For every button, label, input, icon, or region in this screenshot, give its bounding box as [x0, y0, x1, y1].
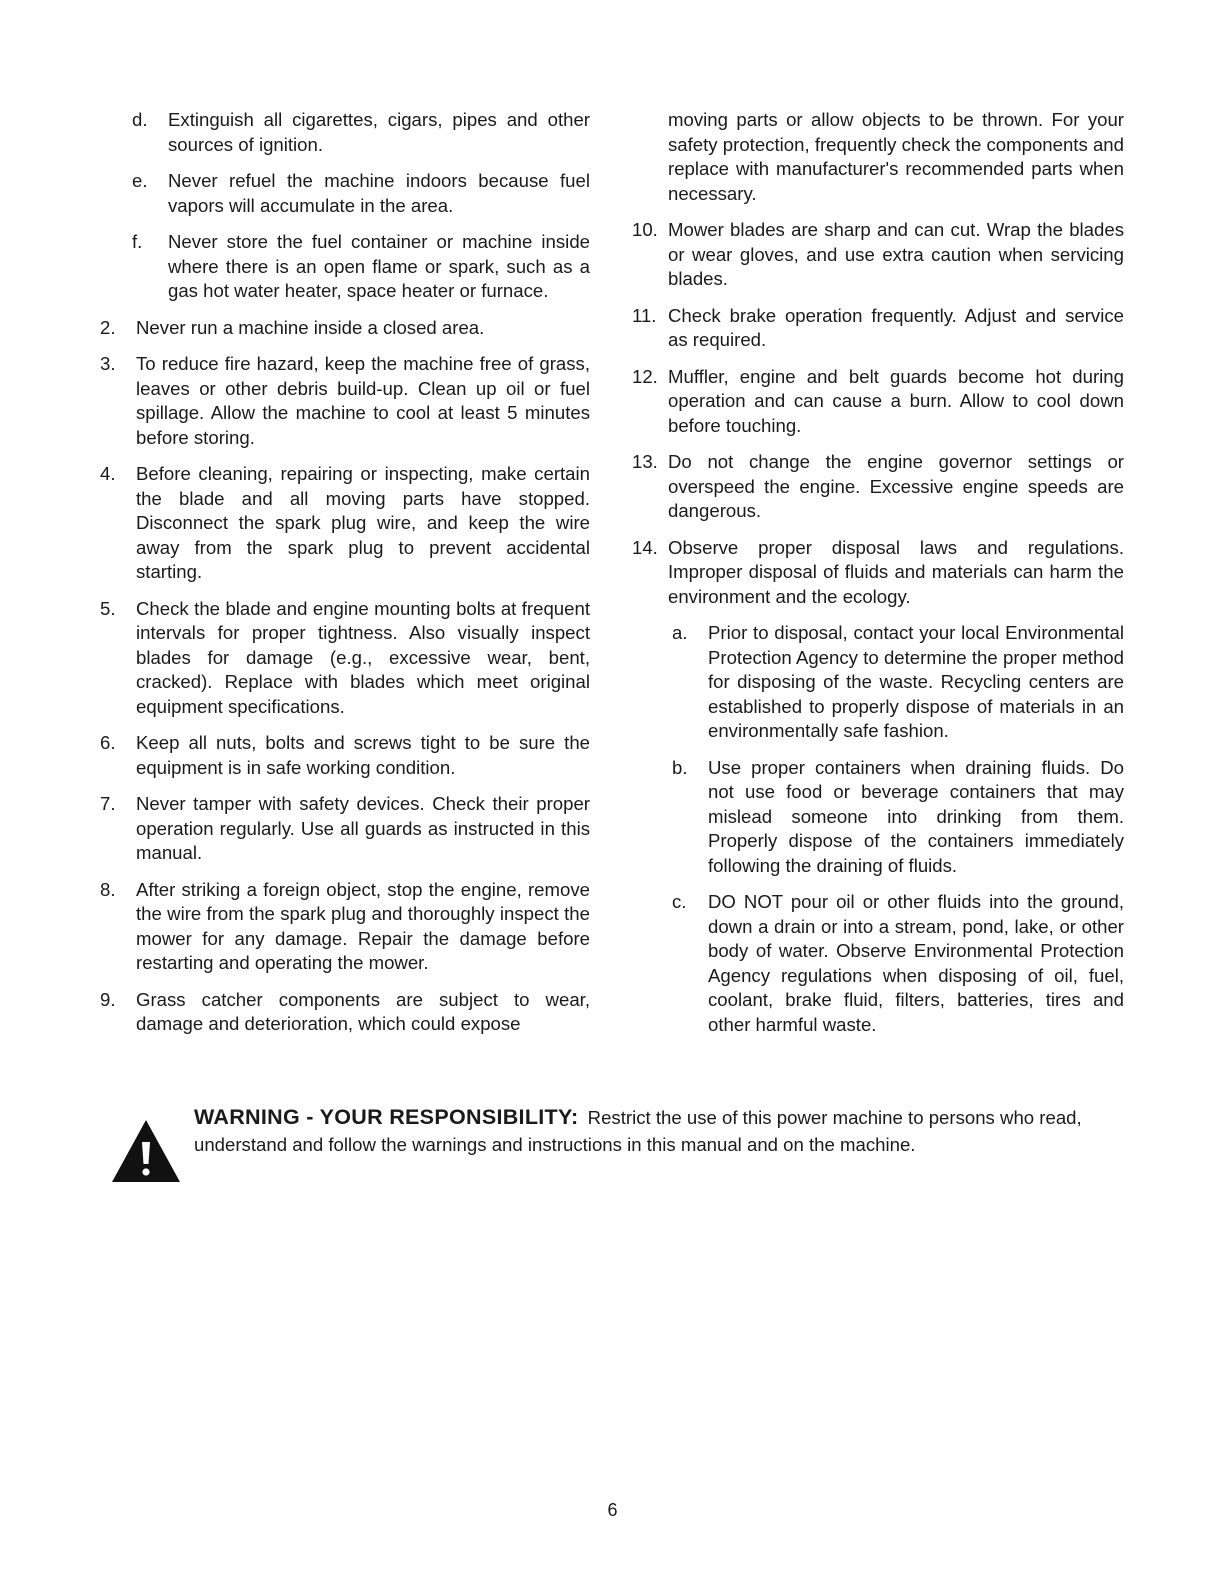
list-item-f — [100, 230, 590, 304]
item-text: Before cleaning, repairing or inspecting, make certain the blade and all moving parts have stopped. Disconnect the spark plug wire, and keep the wire away from the spark plug to prevent accidental starting. — [136, 463, 590, 582]
list-item-13 — [632, 450, 1124, 524]
item-number: 5. — [100, 597, 116, 619]
list-item-d — [100, 108, 590, 157]
item-number: f. — [132, 231, 143, 252]
item-text: Observe proper disposal laws and regulations. Improper disposal of fluids and materials can harm the environment and the ecology. — [668, 536, 1124, 607]
warning-box — [110, 1104, 1130, 1188]
list-item-2 — [100, 316, 590, 341]
item-text: Mower blades are sharp and can cut. Wrap the blades or wear gloves, and use extra caution when servicing blades. — [668, 219, 1124, 289]
list-item-e — [100, 169, 590, 218]
item-number: 4. — [100, 463, 116, 484]
item-text: Never store the fuel container or machine inside where there is an open flame or spark, such as a gas hot water heater, space heater or furnace. — [168, 231, 590, 301]
item-text: To reduce fire hazard, keep the machine free of grass, leaves or other debris build-up. Clean up oil or fuel spillage. Allow the machine to cool at least 5 minutes before storing. — [136, 353, 590, 448]
item-text: Muffler, engine and belt guards become hot during operation and can cause a burn. Allow to cool down before touching. — [668, 365, 1124, 436]
item-text: DO NOT pour oil or other fluids into the ground, down a drain or into a stream, pond, lake, or other body of water. Observe Environmental Protection Agency regulations when disposing of oil, fuel, coolant, brake fluid, filters, batteries, tires and other harmful waste. — [708, 891, 1124, 1035]
continued-paragraph: moving parts or allow objects to be thrown. For your safety protection, frequently check the components and replace with manufacturer's recommended parts when necessary. — [668, 109, 1124, 204]
item-text: Never refuel the machine indoors because fuel vapors will accumulate in the area. — [168, 170, 590, 216]
list-item-9 — [100, 988, 590, 1037]
list-item-8 — [100, 878, 590, 976]
list-item-14c — [632, 890, 1124, 1037]
item-number: 8. — [100, 878, 116, 900]
item-number: e. — [132, 170, 148, 191]
item-number: 13. — [632, 451, 658, 472]
list-item-12 — [632, 365, 1124, 439]
warning-triangle-icon — [110, 1118, 182, 1184]
list-item-5 — [100, 597, 590, 720]
list-item-7 — [100, 792, 590, 866]
item-text: Do not change the engine governor settings or overspeed the engine. Excessive engine speeds are dangerous. — [668, 451, 1124, 521]
item-number: 3. — [100, 353, 116, 374]
list-item-3 — [100, 352, 590, 450]
item-text: Keep all nuts, bolts and screws tight to be sure the equipment is in safe working condition. — [136, 732, 590, 778]
list-item-14a — [632, 621, 1124, 744]
item-number: 2. — [100, 316, 116, 338]
item-text: Check brake operation frequently. Adjust and service as required. — [668, 304, 1124, 350]
item-number: c. — [672, 891, 687, 912]
list-item-14 — [632, 536, 1124, 610]
item-text: Check the blade and engine mounting bolts at frequent intervals for proper tightness. Also visually inspect blades for damage (e.g., excessive wear, bent, cracked). Replace with blades which meet original equipment specifications. — [136, 597, 590, 717]
item-text: Prior to disposal, contact your local Environmental Protection Agency to determine the proper method for disposing of the waste. Recycling centers are established to properly dispose of materials in an environmentally safe fashion. — [708, 622, 1124, 741]
item-number: b. — [672, 756, 688, 778]
item-text: After striking a foreign object, stop the engine, remove the wire from the spark plug and thoroughly inspect the mower for any damage. Repair the damage before restarting and operating the mower. — [136, 878, 590, 973]
item-number: 10. — [632, 219, 658, 240]
page-number: 6 — [607, 1500, 618, 1520]
item-text: Use proper containers when draining fluids. Do not use food or beverage containers that may mislead someone into drinking from them. Properly dispose of the containers immediately following the draining of fluids. — [708, 756, 1124, 876]
item-number: 11. — [632, 304, 657, 326]
item-number: 14. — [632, 536, 658, 558]
item-number: 9. — [100, 988, 116, 1010]
item-number: 7. — [100, 793, 116, 814]
right-column — [632, 108, 1124, 1049]
item-text: Never tamper with safety devices. Check their proper operation regularly. Use all guards as instructed in this manual. — [136, 793, 590, 863]
item-number: d. — [132, 109, 148, 130]
list-item-11 — [632, 304, 1124, 353]
item-text: Never run a machine inside a closed area. — [136, 316, 485, 338]
item-text: Grass catcher components are subject to wear, damage and deterioration, which could expose — [136, 988, 590, 1034]
list-item-14b — [632, 756, 1124, 879]
item-number: 12. — [632, 365, 658, 387]
warning-text — [194, 1104, 1130, 1158]
list-item-10 — [632, 218, 1124, 292]
warning-title: WARNING - YOUR RESPONSIBILITY: — [194, 1105, 579, 1129]
list-item-4 — [100, 462, 590, 585]
warning-body: Restrict the use of this power machine to persons who read, understand and follow the warnings and instructions in this manual and on the machine. — [194, 1107, 1082, 1155]
list-item-6 — [100, 731, 590, 780]
item-number: a. — [672, 622, 688, 643]
left-column — [100, 108, 590, 1049]
item-number: 6. — [100, 732, 116, 753]
item-text: Extinguish all cigarettes, cigars, pipes and other sources of ignition. — [168, 109, 590, 155]
